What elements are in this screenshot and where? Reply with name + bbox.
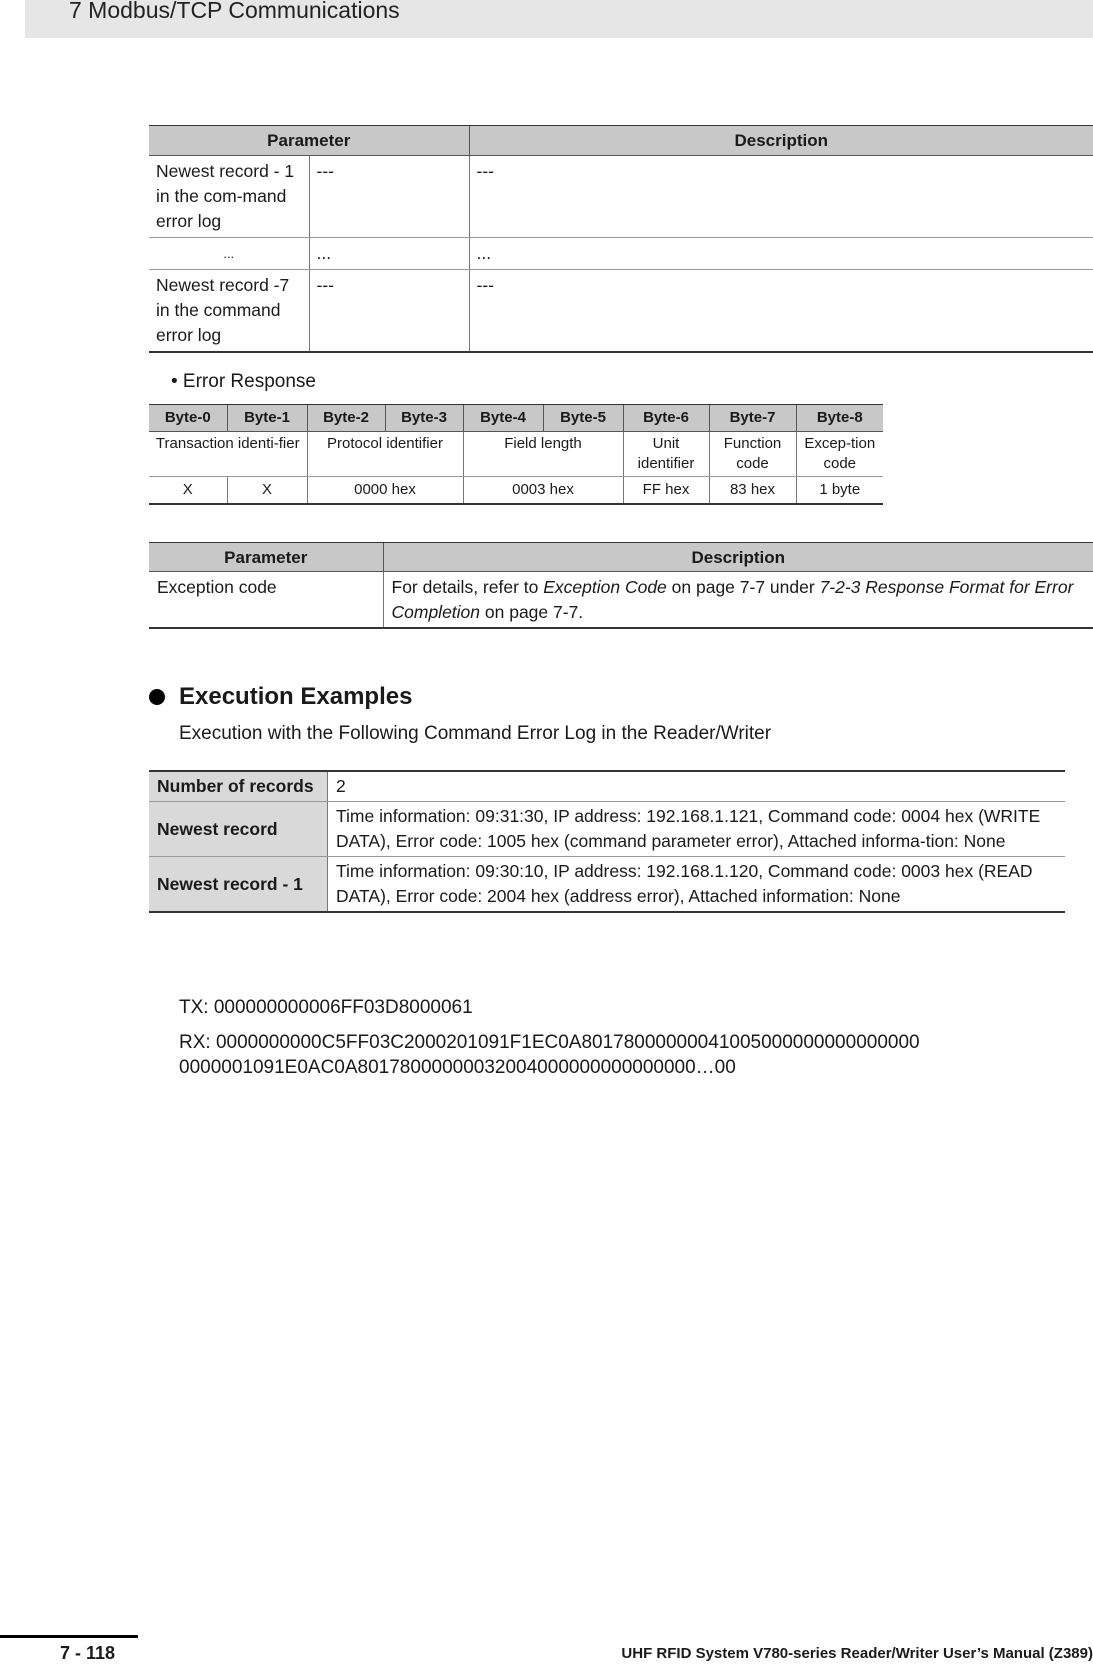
rx-frame-line: 0000001091E0AC0A80178000000032004000000000000000…00 [179,1057,736,1078]
bullet-dot-icon [149,689,165,705]
table-row [149,156,1093,238]
byte-header: Byte-8 [796,405,883,432]
column-header-parameter: Parameter [149,543,383,572]
column-header-description: Description [469,126,1093,156]
page-number: 7 - 118 [60,1643,116,1663]
row-label: Number of records [149,771,328,802]
field-value-row [149,477,883,505]
footer-rule [0,1635,138,1638]
field-name-cell: Unit identifier [623,432,709,477]
manual-title: UHF RFID System V780-series Reader/Writer User’s Manual (Z389) [621,1645,1093,1662]
field-name-row [149,432,883,477]
field-value-cell: 1 byte [796,477,883,505]
byte-header: Byte-0 [149,405,227,432]
field-value-cell: FF hex [623,477,709,505]
description-text: on page 7-7 under [666,577,820,597]
description-cell: --- [469,270,1093,353]
row-label: Newest record [149,802,328,857]
byte-header: Byte-2 [307,405,385,432]
byte-header: Byte-4 [463,405,543,432]
running-header [25,0,1093,38]
field-value-cell: 0003 hex [463,477,623,505]
parameter-cell: Exception code [149,572,383,629]
parameter-cell: Newest record -7 in the command error log [149,270,309,353]
field-name-cell: Transaction identi-fier [149,432,307,477]
section-subheading: Execution with the Following Command Error Log in the Reader/Writer [179,723,772,744]
exception-code-reference: Exception Code [543,577,667,597]
row-value: 2 [328,771,1066,802]
field-value-cell: X [149,477,227,505]
byte-header: Byte-6 [623,405,709,432]
rx-frame [179,1030,920,1080]
tx-frame: TX: 000000000006FF03D8000061 [179,997,473,1018]
column-header-parameter: Parameter [149,126,469,156]
description-text: on page 7-7. [480,602,584,622]
description-cell: --- [469,156,1093,238]
table-row [149,572,1093,629]
field-name-cell: Field length [463,432,623,477]
description-cell [383,572,1093,629]
execution-example-table [149,770,1065,913]
field-name-cell: Excep-tion code [796,432,883,477]
description-cell: ... [469,238,1093,270]
field-name-cell: Protocol identifier [307,432,463,477]
field-name-cell: Function code [709,432,796,477]
byte-header: Byte-3 [385,405,463,432]
section-heading [149,683,412,711]
chapter-title: 7 Modbus/TCP Communications [69,0,400,23]
parameter-cell: ... [149,238,309,270]
field-value-cell: 83 hex [709,477,796,505]
parameter-table-continued [149,125,1093,353]
value-cell: --- [309,270,469,353]
value-cell: ... [309,238,469,270]
exception-parameter-table [149,542,1093,629]
rx-frame-line: RX: 0000000000C5FF03C2000201091F1EC0A80178000000041005000000000000000 [179,1032,920,1053]
row-value: Time information: 09:30:10, IP address: 192.168.1.120, Command code: 0003 hex (READ DATA), Error code: 2004 hex (address error), Attached information: None [328,857,1066,913]
description-text: For details, refer to [391,577,544,597]
row-value: Time information: 09:31:30, IP address: 192.168.1.121, Command code: 0004 hex (WRITE DATA), Error code: 1005 hex (command parameter error), Attached informa-tion: None [328,802,1066,857]
field-value-cell: 0000 hex [307,477,463,505]
table-row [149,238,1093,270]
parameter-cell: Newest record - 1 in the com-mand error log [149,156,309,238]
error-response-byte-table [149,404,883,505]
section-heading-text: Execution Examples [179,683,413,710]
byte-header: Byte-1 [227,405,307,432]
table-row [149,857,1065,913]
table-row [149,270,1093,353]
error-response-bullet: • Error Response [171,371,316,392]
value-cell: --- [309,156,469,238]
byte-header: Byte-5 [543,405,623,432]
byte-header: Byte-7 [709,405,796,432]
row-label: Newest record - 1 [149,857,328,913]
table-row [149,771,1065,802]
column-header-description: Description [383,543,1093,572]
table-row [149,802,1065,857]
response-format-reference: 7-2-3 Response Format for Error Completion [391,577,1074,622]
field-value-cell: X [227,477,307,505]
